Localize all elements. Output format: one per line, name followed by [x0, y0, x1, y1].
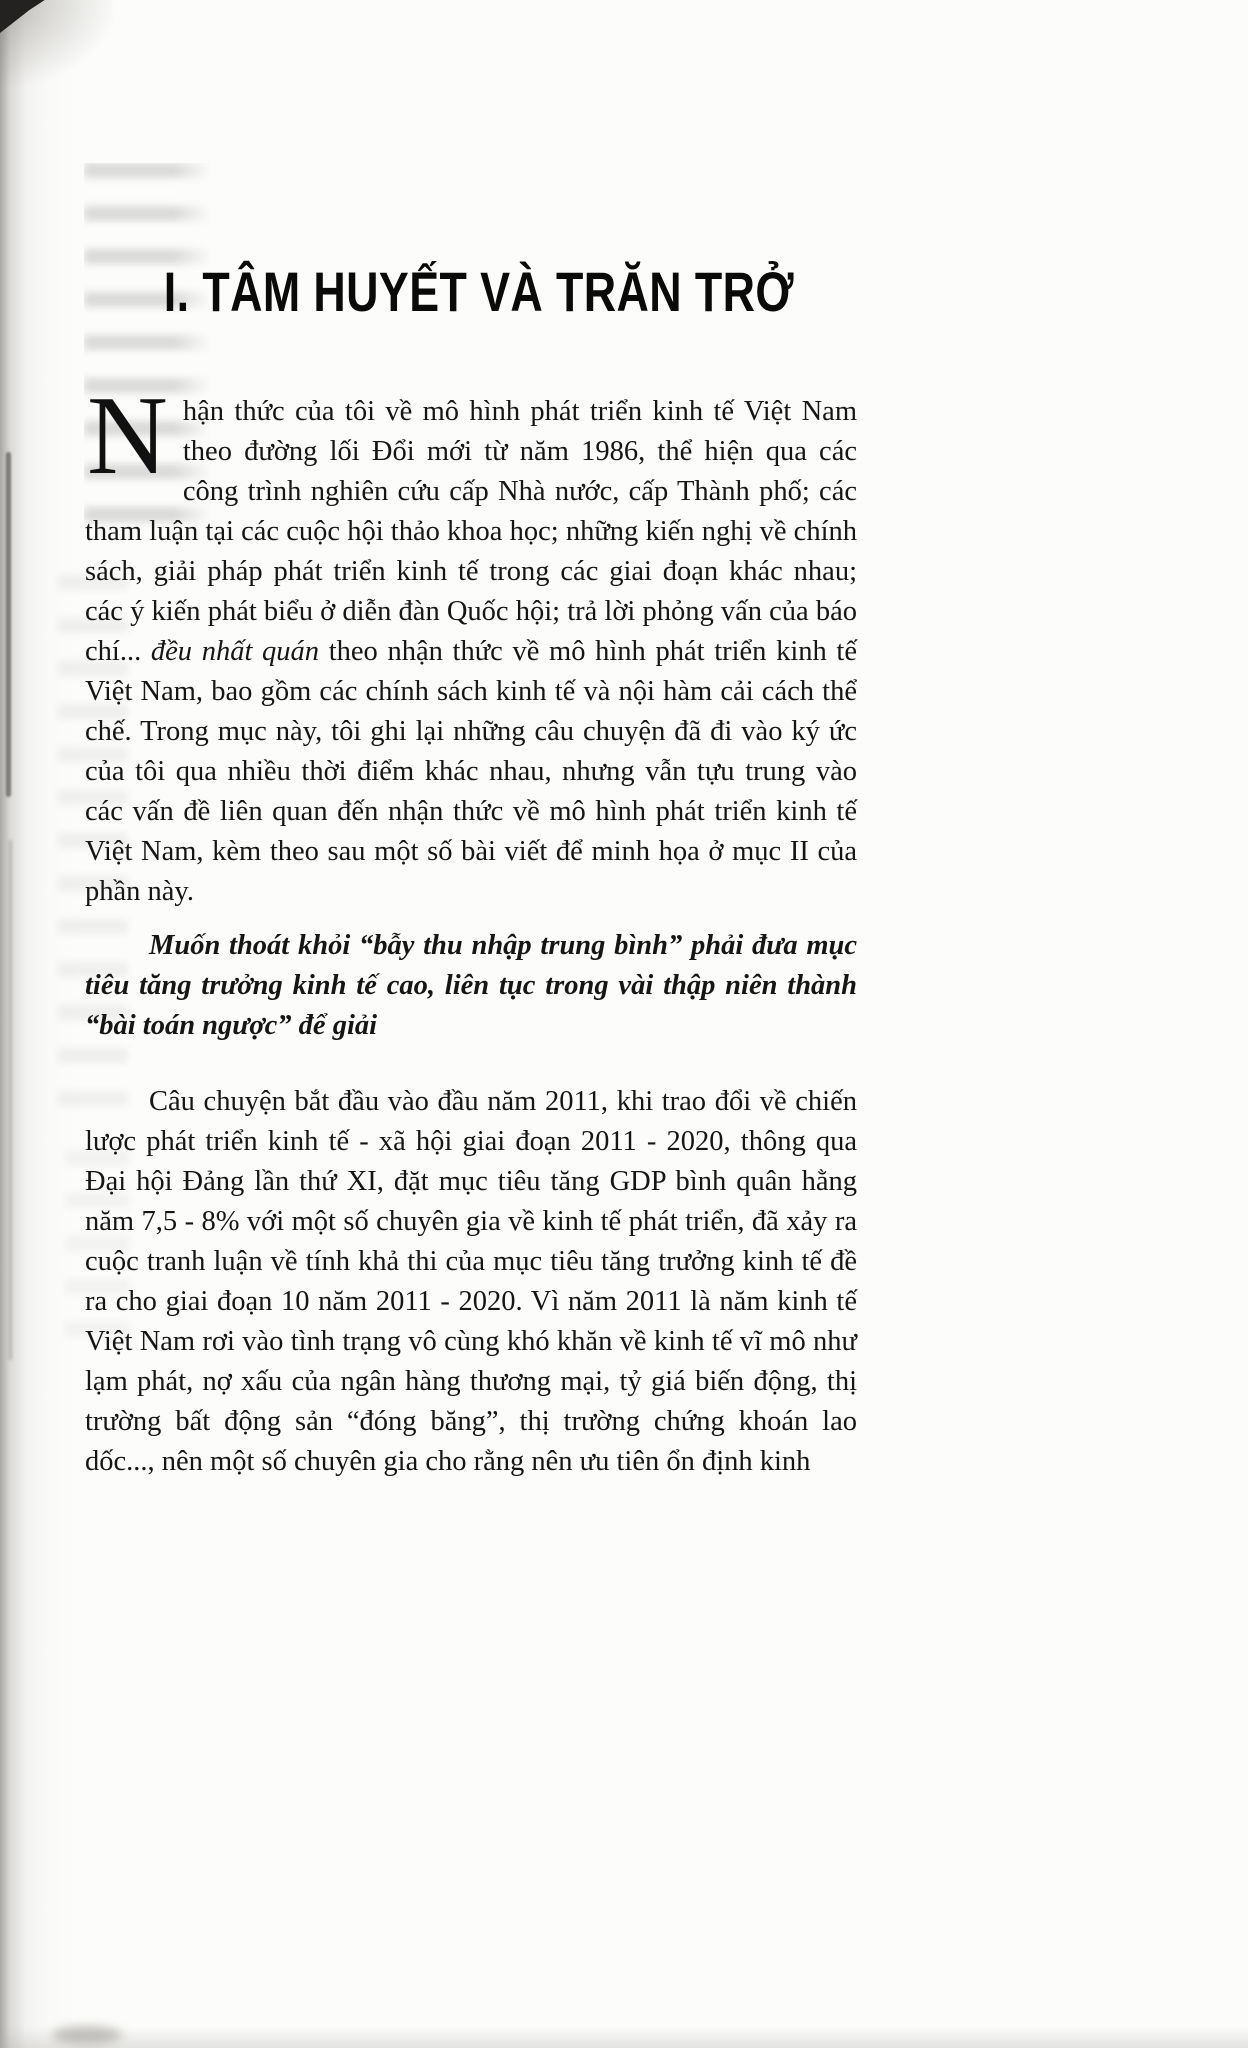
bottom-edge-shadow — [0, 2026, 1248, 2048]
paragraph-story: Câu chuyện bắt đầu vào đầu năm 2011, khi trao đổi về chiến lược phát triển kinh tế - xã hội giai đoạn 2011 - 2020, thông qua Đại hội Đảng lần thứ XI, đặt mục tiêu tăng GDP bình quân hằng năm 7,5 - 8% với một số chuyên gia về kinh tế phát triển, đã xảy ra cuộc tranh luận về tính khả thi của mục tiêu tăng trưởng kinh tế đề ra cho giai đoạn 10 năm 2011 - 2020. Vì năm 2011 là năm kinh tế Việt Nam rơi vào tình trạng vô cùng khó khăn về kinh tế vĩ mô như lạm phát, nợ xấu của ngân hàng thương mại, tỷ giá biến động, thị trường bất động sản “đóng băng”, thị trường chứng khoán lao dốc..., nên một số chuyên gia cho rằng nên ưu tiên ổn định kinh — [85, 1086, 857, 1477]
scan-edge-streak — [6, 452, 11, 797]
drop-cap: N — [87, 374, 168, 498]
section-title-text: I. TÂM HUYẾT VÀ TRĂN TRỞ — [163, 260, 794, 323]
intro-emphasis-run: đều nhất quán — [150, 636, 320, 667]
bottom-smudge — [52, 2026, 122, 2044]
paragraph-subhead: Muốn thoát khỏi “bẫy thu nhập trung bình” phải đưa mục tiêu tăng trưởng kinh tế cao, liên tục trong vài thập niên thành “bài toán ngược” để giải — [85, 930, 857, 1041]
page-content — [85, 0, 857, 1482]
scan-edge-streak-faint — [9, 840, 12, 1360]
page-edge-shadow — [0, 0, 80, 2048]
paragraph-intro — [85, 374, 858, 912]
intro-run-1: hận thức của tôi về mô hình phát triển kinh tế Việt Nam theo đường lối Đổi mới từ năm 1986, thể hiện qua các công trình nghiên cứu cấp Nhà nước, cấp Thành phố; các tham luận tại các cuộc hội thảo khoa học; những kiến nghị về chính sách, giải pháp phát triển kinh tế trong các giai đoạn khác nhau; các ý kiến phát biểu ở diễn đàn Quốc hội; trả lời phỏng vấn của báo chí... — [85, 396, 857, 667]
section-title — [85, 260, 857, 323]
intro-run-2: theo nhận thức về mô hình phát triển kinh tế Việt Nam, bao gồm các chính sách kinh tế và nội hàm cải cách thể chế. Trong mục này, tôi ghi lại những câu chuyện đã đi vào ký ức của tôi qua nhiều thời điểm khác nhau, nhưng vẫn tựu trung vào các vấn đề liên quan đến nhận thức về mô hình phát triển kinh tế Việt Nam, kèm theo sau một số bài viết để minh họa ở mục II của phần này. — [85, 636, 858, 907]
